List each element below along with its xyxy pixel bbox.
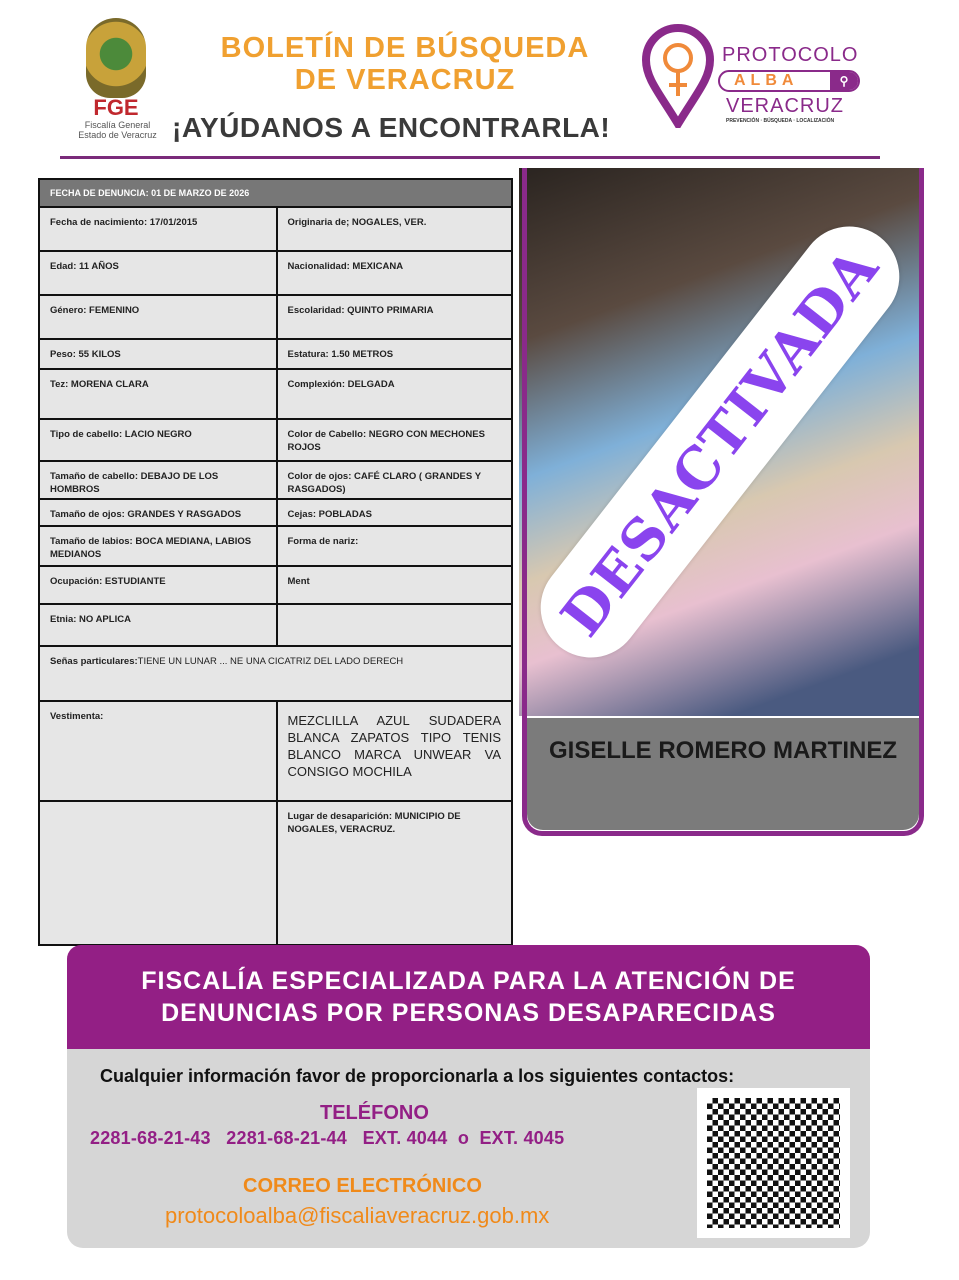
- table-row: [40, 500, 511, 527]
- table-cell: Tipo de cabello: LACIO NEGRO: [50, 429, 192, 440]
- table-cell: Fecha de nacimiento: 17/01/2015: [50, 217, 198, 228]
- marks-row: [40, 647, 511, 702]
- table-row: [40, 420, 511, 462]
- phone-numbers: 2281-68-21-43 2281-68-21-44 EXT. 4044 o EXT. 4045: [90, 1128, 565, 1148]
- protocol-tagline: PREVENCIÓN · BÚSQUEDA · LOCALIZACIÓN: [726, 118, 835, 124]
- table-cell: [276, 605, 512, 645]
- place-row: [40, 802, 511, 944]
- table-row: [40, 527, 511, 567]
- table-row: [40, 605, 511, 647]
- protocol-line3: VERACRUZ: [726, 95, 845, 117]
- marks-label: Señas particulares:: [50, 656, 138, 667]
- title-line1: BOLETÍN DE BÚSQUEDA: [220, 32, 590, 64]
- marks-cell: [40, 647, 511, 700]
- table-row: [40, 462, 511, 500]
- table-cell: Ment: [276, 567, 512, 603]
- table-row: [40, 370, 511, 420]
- clothing-label: Vestimenta:: [50, 711, 104, 722]
- qr-code[interactable]: [697, 1088, 850, 1238]
- table-cell: Tez: MORENA CLARA: [50, 379, 149, 390]
- contact-request: Cualquier información favor de proporcionarla a los siguientes contactos:: [100, 1066, 735, 1086]
- table-cell: Escolaridad: QUINTO PRIMARIA: [276, 296, 512, 338]
- report-date-row: [40, 180, 511, 208]
- table-row: [40, 208, 511, 252]
- email-link[interactable]: protocoloalba@fiscaliaveracruz.gob.mx: [165, 1203, 550, 1228]
- table-cell: Estatura: 1.50 METROS: [276, 340, 512, 368]
- table-cell: Originaria de; NOGALES, VER.: [276, 208, 512, 250]
- clothing-row: [40, 702, 511, 802]
- table-row: [40, 567, 511, 605]
- table-row: [40, 296, 511, 340]
- empty-cell: [40, 802, 276, 944]
- fge-logo-text: FGE: [93, 95, 139, 120]
- marks-value: TIENE UN LUNAR ... NE UNA CICATRIZ DEL LADO DERECH: [137, 656, 404, 667]
- table-cell: Etnia: NO APLICA: [50, 614, 131, 625]
- email-label: CORREO ELECTRÓNICO: [243, 1175, 482, 1197]
- alba-text: ALBA: [734, 72, 799, 89]
- title-line2: DE VERACRUZ: [294, 64, 516, 96]
- veracruz-seal-logo: [86, 18, 146, 98]
- table-cell: Color de ojos: CAFÉ CLARO ( GRANDES Y RASGADOS): [276, 462, 512, 498]
- info-table: [38, 178, 513, 946]
- table-row: [40, 340, 511, 370]
- org-name: Fiscalía General Estado de Veracruz: [78, 120, 157, 140]
- table-cell: Ocupación: ESTUDIANTE: [50, 576, 166, 587]
- table-row: [40, 252, 511, 296]
- table-cell: Color de Cabello: NEGRO CON MECHONES ROJOS: [276, 420, 512, 460]
- table-cell: Género: FEMENINO: [50, 305, 140, 316]
- table-cell: Edad: 11 AÑOS: [50, 261, 119, 272]
- table-cell: Forma de nariz:: [276, 527, 512, 565]
- header-divider: [60, 156, 880, 159]
- table-cell: Nacionalidad: MEXICANA: [276, 252, 512, 294]
- clothing-value: MEZCLILLA AZUL SUDADERA BLANCA ZAPATOS TIPO TENIS BLANCO MARCA UNWEAR VA CONSIGO MOCHILA: [276, 702, 512, 800]
- table-cell: Tamaño de labios: BOCA MEDIANA, LABIOS MEDIANOS: [50, 536, 252, 560]
- person-name: GISELLE ROMERO MARTINEZ: [527, 718, 919, 830]
- search-icon: ⚲: [830, 72, 858, 90]
- place-cell: Lugar de desaparición: MUNICIPIO DE NOGALES, VERACRUZ.: [276, 802, 512, 944]
- table-cell: Tamaño de cabello: DEBAJO DE LOS HOMBROS: [50, 471, 219, 495]
- report-date: FECHA DE DENUNCIA: 01 DE MARZO DE 2026: [50, 188, 250, 198]
- location-pin-female-icon: [640, 24, 716, 128]
- protocol-line1: PROTOCOLO: [722, 44, 859, 66]
- table-cell: Tamaño de ojos: GRANDES Y RASGADOS: [50, 509, 242, 520]
- stamp-text: DESACTIVADA: [548, 235, 892, 649]
- agency-banner: FISCALÍA ESPECIALIZADA PARA LA ATENCIÓN DE DENUNCIAS POR PERSONAS DESAPARECIDAS: [67, 945, 870, 1049]
- phone-label: TELÉFONO: [320, 1102, 429, 1124]
- table-cell: Complexión: DELGADA: [276, 370, 512, 418]
- alba-logo: [718, 70, 860, 92]
- table-cell: Cejas: POBLADAS: [276, 500, 512, 525]
- table-cell: Peso: 55 KILOS: [50, 349, 121, 360]
- subtitle: ¡AYÚDANOS A ENCONTRARLA!: [172, 112, 611, 143]
